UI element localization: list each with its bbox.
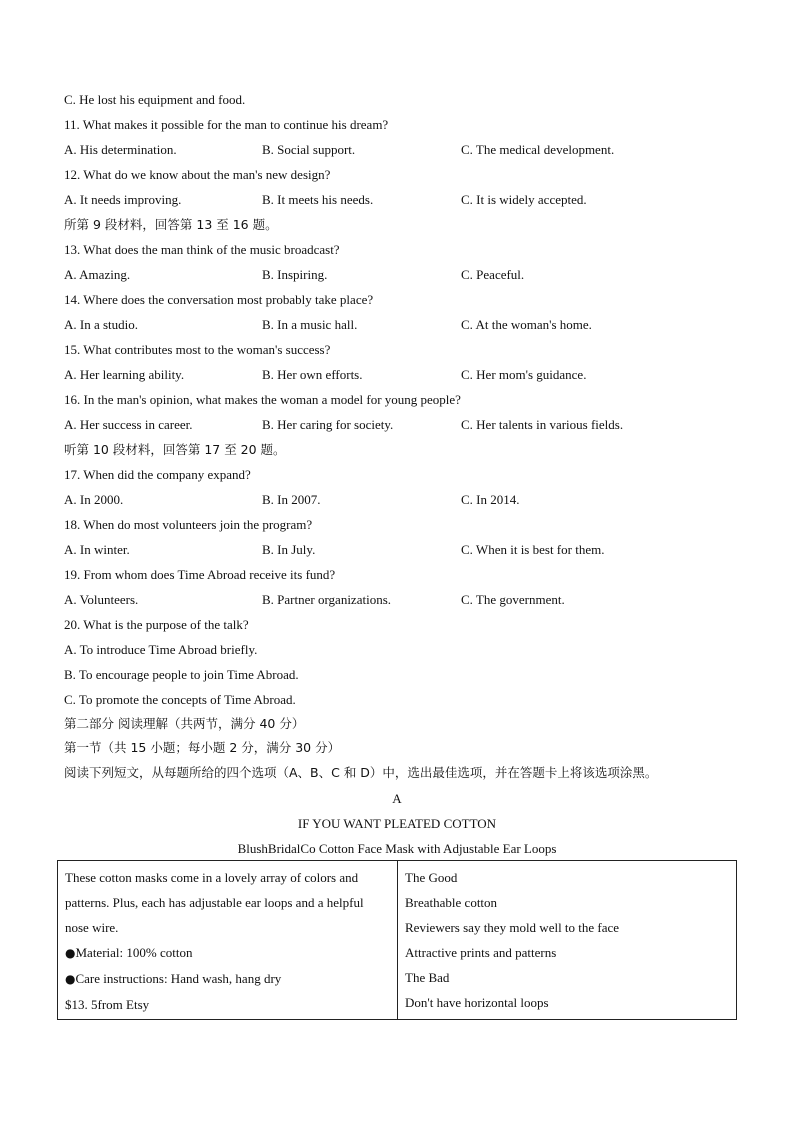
q19-option-a: A. Volunteers. [64,592,139,607]
q13-option-c: C. Peaceful. [461,267,525,282]
price-line: $13. 5from Etsy [65,997,150,1012]
care-text: Care instructions: Hand wash, hang dry [75,971,282,986]
description-line: patterns. Plus, each has adjustable ear loops and a helpful [65,895,364,910]
part-2-heading: 第二部分 阅读理解（共两节，满分 40 分） [64,716,305,731]
good-item: Breathable cotton [405,895,498,910]
good-item: Reviewers say they mold well to the face [405,920,620,935]
q11-option-b: B. Social support. [262,142,356,157]
question-19-stem: 19. From whom does Time Abroad receive its fund? [64,567,336,582]
product-title: BlushBridalCo Cotton Face Mask with Adjustable Ear Loops [237,841,557,856]
q15-option-c: C. Her mom's guidance. [461,367,587,382]
q19-option-b: B. Partner organizations. [262,592,392,607]
description-line: These cotton masks come in a lovely array of colors and [65,870,359,885]
section-10-heading: 听第 10 段材料，回答第 17 至 20 题。 [64,442,286,457]
pros-cons-cell [398,861,737,1020]
q16-option-b: B. Her caring for society. [262,417,394,432]
description-line: nose wire. [65,920,119,935]
q12-option-a: A. It needs improving. [64,192,182,207]
reading-instructions: 阅读下列短文，从每题所给的四个选项（A、B、C 和 D）中，选出最佳选项，并在答题卡上将该选项涂黑。 [64,765,658,780]
question-18-stem: 18. When do most volunteers join the program? [64,517,313,532]
q12-option-b: B. It meets his needs. [262,192,374,207]
product-info-table [57,860,737,1020]
question-17-stem: 17. When did the company expand? [64,467,251,482]
question-20-stem: 20. What is the purpose of the talk? [64,617,249,632]
bullet-icon: ● [65,946,76,960]
q11-option-c: C. The medical development. [461,142,615,157]
q16-option-c: C. Her talents in various fields. [461,417,624,432]
q20-option-c: C. To promote the concepts of Time Abroad. [64,692,296,707]
bullet-icon: ● [65,972,76,986]
product-description-cell [58,861,398,1020]
question-13-stem: 13. What does the man think of the music broadcast? [64,242,340,257]
q17-option-b: B. In 2007. [262,492,321,507]
q16-option-a: A. Her success in career. [64,417,193,432]
q19-option-c: C. The government. [461,592,565,607]
q15-option-b: B. Her own efforts. [262,367,363,382]
q20-option-b: B. To encourage people to join Time Abroad. [64,667,299,682]
section-1-heading: 第一节（共 15 小题；每小题 2 分，满分 30 分） [64,740,341,755]
q12-option-c: C. It is widely accepted. [461,192,587,207]
question-16-stem: 16. In the man's opinion, what makes the woman a model for young people? [64,392,461,407]
question-15-stem: 15. What contributes most to the woman's success? [64,342,331,357]
material-text: Material: 100% cotton [75,945,193,960]
passage-letter: A [392,791,402,806]
material-line [65,940,391,966]
good-heading: The Good [405,870,458,885]
q17-option-c: C. In 2014. [461,492,520,507]
q20-option-a: A. To introduce Time Abroad briefly. [64,642,258,657]
q18-option-b: B. In July. [262,542,316,557]
q14-option-b: B. In a music hall. [262,317,358,332]
care-line [65,966,391,992]
bad-item: Don't have horizontal loops [405,995,549,1010]
q18-option-c: C. When it is best for them. [461,542,605,557]
q14-option-a: A. In a studio. [64,317,139,332]
bad-heading: The Bad [405,970,450,985]
q13-option-a: A. Amazing. [64,267,131,282]
good-item: Attractive prints and patterns [405,945,557,960]
question-14-stem: 14. Where does the conversation most probably take place? [64,292,374,307]
q15-option-a: A. Her learning ability. [64,367,185,382]
question-12-stem: 12. What do we know about the man's new design? [64,167,331,182]
q13-option-b: B. Inspiring. [262,267,328,282]
passage-title: IF YOU WANT PLEATED COTTON [297,816,497,831]
option-line-c-q10: C. He lost his equipment and food. [64,92,246,107]
q17-option-a: A. In 2000. [64,492,124,507]
q11-option-a: A. His determination. [64,142,177,157]
section-9-heading: 所第 9 段材料，回答第 13 至 16 题。 [64,217,278,232]
question-11-stem: 11. What makes it possible for the man to continue his dream? [64,117,389,132]
q14-option-c: C. At the woman's home. [461,317,592,332]
q18-option-a: A. In winter. [64,542,130,557]
